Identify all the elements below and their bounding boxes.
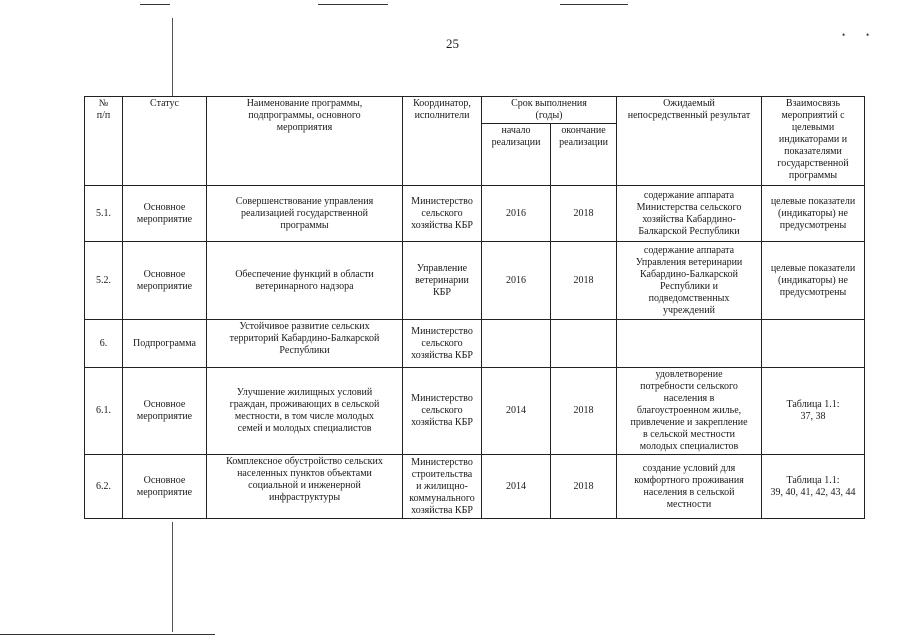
page-number: 25 bbox=[446, 36, 459, 51]
row-start: 2014 bbox=[482, 455, 551, 519]
cell-text-line: п/п bbox=[96, 110, 111, 121]
row-status bbox=[123, 320, 207, 368]
cell-text-line: Улучшение жилищных условий bbox=[236, 387, 373, 398]
row-name bbox=[207, 242, 403, 320]
col-link-header bbox=[762, 97, 865, 186]
cell-text-line: реализации bbox=[559, 137, 608, 148]
cell-text-line: ветеринарного надзора bbox=[255, 280, 354, 292]
cell-text-line: привлечение и закрепление bbox=[630, 417, 748, 428]
cell-text-line: Ожидаемый bbox=[663, 98, 715, 109]
cell-text-line: Подпрограмма bbox=[133, 337, 196, 349]
cell-text-line: Основное bbox=[143, 474, 186, 486]
cell-text-line: Основное bbox=[143, 268, 186, 280]
binding-line-bottom bbox=[172, 522, 173, 632]
row-link bbox=[762, 186, 865, 242]
cell-text-line: программы bbox=[280, 219, 329, 231]
scan-mark-top-1 bbox=[140, 4, 170, 5]
row-coordinator bbox=[403, 368, 482, 455]
row-status bbox=[123, 455, 207, 519]
cell-text-line: мероприятие bbox=[136, 486, 193, 498]
cell-text-line: населения в bbox=[663, 393, 715, 404]
col-num-header bbox=[85, 97, 123, 186]
cell-text-line: сельского bbox=[421, 405, 463, 416]
col-name-header bbox=[207, 97, 403, 186]
cell-text-line: ветеринарии bbox=[415, 274, 469, 286]
cell-text-line: и жилищно- bbox=[416, 480, 468, 492]
row-end: 2018 bbox=[551, 242, 617, 320]
cell-text-line: молодых специалистов bbox=[639, 441, 739, 452]
cell-text-line: содержание аппарата bbox=[643, 244, 735, 256]
row-status bbox=[123, 242, 207, 320]
row-start: 2016 bbox=[482, 242, 551, 320]
cell-text-line: в сельской местности bbox=[643, 429, 735, 440]
cell-text-line: мероприятия bbox=[276, 122, 333, 133]
cell-text-line: сельского bbox=[421, 207, 463, 219]
cell-text-line: Обеспечение функций в области bbox=[235, 268, 374, 280]
row-coordinator bbox=[403, 320, 482, 368]
table-row bbox=[85, 455, 865, 519]
row-coordinator bbox=[403, 455, 482, 519]
cell-text-line: показателями bbox=[784, 146, 842, 157]
table-row bbox=[85, 186, 865, 242]
cell-text-line: Взаимосвязь bbox=[785, 98, 841, 109]
cell-text-line: социальной и инженерной bbox=[248, 480, 361, 491]
row-num: 5.1. bbox=[85, 186, 123, 242]
cell-text-line: (индикаторы) не bbox=[778, 207, 848, 219]
col-end-header bbox=[551, 124, 617, 186]
row-end: 2018 bbox=[551, 455, 617, 519]
row-end bbox=[551, 320, 617, 368]
cell-text-line: коммунального bbox=[409, 492, 475, 504]
row-num: 6. bbox=[85, 320, 123, 368]
cell-text-line: государственной bbox=[777, 158, 849, 169]
cell-text-line: хозяйства КБР bbox=[411, 349, 473, 361]
row-coordinator bbox=[403, 242, 482, 320]
cell-text-line: Управление bbox=[416, 262, 468, 274]
cell-text-line: Министерство bbox=[411, 325, 473, 337]
cell-text-line: исполнители bbox=[414, 110, 470, 121]
row-link bbox=[762, 455, 865, 519]
row-status bbox=[123, 368, 207, 455]
cell-text-line: Таблица 1.1: bbox=[786, 399, 840, 410]
cell-text-line: строительства bbox=[411, 468, 473, 480]
cell-text-line: комфортного проживания bbox=[634, 474, 744, 486]
cell-text-line: создание условий для bbox=[642, 462, 736, 474]
cell-text-line: непосредственный результат bbox=[627, 110, 751, 121]
row-link bbox=[762, 242, 865, 320]
cell-text-line: Таблица 1.1: bbox=[786, 474, 840, 486]
scan-mark-top-3 bbox=[560, 4, 628, 5]
row-result bbox=[617, 242, 762, 320]
cell-text-line: хозяйства КБР bbox=[411, 504, 473, 516]
cell-text-line: реализации bbox=[491, 137, 541, 148]
cell-text-line: Министерство bbox=[411, 393, 473, 404]
cell-text-line: инфраструктуры bbox=[268, 492, 341, 503]
cell-text-line: хозяйства Кабардино- bbox=[642, 213, 736, 225]
scan-mark-bottom bbox=[0, 634, 215, 635]
row-coordinator bbox=[403, 186, 482, 242]
cell-text-line: (индикаторы) не bbox=[778, 274, 848, 286]
table-row bbox=[85, 368, 865, 455]
cell-text-line: потребности сельского bbox=[640, 381, 738, 392]
cell-text-line: № bbox=[98, 98, 109, 109]
cell-text-line: хозяйства КБР bbox=[411, 219, 473, 231]
row-result bbox=[617, 186, 762, 242]
cell-text-line: начало bbox=[501, 125, 531, 136]
row-num: 6.2. bbox=[85, 455, 123, 519]
row-start bbox=[482, 320, 551, 368]
cell-text-line: Кабардино-Балкарской bbox=[639, 268, 739, 280]
header-row bbox=[85, 97, 865, 124]
row-result bbox=[617, 455, 762, 519]
cell-text-line: Координатор, bbox=[413, 98, 471, 109]
cell-text-line: Основное bbox=[143, 399, 186, 410]
row-name bbox=[207, 368, 403, 455]
col-start-header bbox=[482, 124, 551, 186]
cell-text-line: Управления ветеринарии bbox=[635, 256, 743, 268]
row-start: 2016 bbox=[482, 186, 551, 242]
cell-text-line: населенных пунктов объектами bbox=[237, 468, 372, 479]
cell-text-line: благоустроенном жилье, bbox=[636, 405, 742, 416]
cell-text-line: Республики и bbox=[659, 280, 719, 292]
table-row bbox=[85, 242, 865, 320]
cell-text-line: Республики bbox=[279, 345, 330, 356]
cell-text-line: целевые показатели bbox=[770, 195, 856, 207]
cell-text-line: подпрограммы, основного bbox=[248, 110, 361, 121]
cell-text-line: хозяйства КБР bbox=[411, 417, 473, 428]
cell-text-line: Устойчивое развитие сельских bbox=[239, 321, 370, 332]
cell-text-line: территорий Кабардино-Балкарской bbox=[229, 333, 380, 344]
cell-text-line: Основное bbox=[143, 201, 186, 213]
row-result bbox=[617, 320, 762, 368]
col-coordinator-header bbox=[403, 97, 482, 186]
cell-text-line: Комплексное обустройство сельских bbox=[226, 456, 383, 467]
cell-text-line: Министерство bbox=[411, 195, 473, 207]
binding-line bbox=[172, 18, 173, 96]
cell-text-line: Совершенствование управления bbox=[235, 195, 374, 207]
cell-text-line: Срок выполнения bbox=[511, 98, 587, 109]
cell-text-line: местности, в том числе молодых bbox=[234, 411, 375, 422]
scan-dot-1: • bbox=[842, 30, 846, 40]
cell-text-line: подведомственных bbox=[648, 292, 730, 304]
scan-dot-2: • bbox=[866, 30, 870, 40]
cell-text-line: 37, 38 bbox=[800, 411, 826, 422]
cell-text-line: реализацией государственной bbox=[240, 207, 369, 219]
cell-text-line: граждан, проживающих в сельской bbox=[229, 399, 380, 410]
program-table bbox=[84, 96, 865, 519]
cell-text-line: местности bbox=[666, 498, 712, 510]
col-term-header bbox=[482, 97, 617, 124]
row-name bbox=[207, 455, 403, 519]
cell-text-line: Статус bbox=[150, 98, 179, 109]
cell-text-line: удовлетворение bbox=[655, 369, 723, 380]
cell-text-line: мероприятие bbox=[136, 280, 193, 292]
cell-text-line: окончание bbox=[561, 125, 606, 136]
cell-text-line: Министерства сельского bbox=[636, 201, 742, 213]
row-name bbox=[207, 186, 403, 242]
cell-text-line: предусмотрены bbox=[779, 219, 847, 231]
cell-text-line: программы bbox=[788, 170, 838, 181]
cell-text-line: 39, 40, 41, 42, 43, 44 bbox=[770, 486, 856, 498]
row-name bbox=[207, 320, 403, 368]
cell-text-line: мероприятие bbox=[136, 213, 193, 225]
row-start: 2014 bbox=[482, 368, 551, 455]
row-link bbox=[762, 368, 865, 455]
cell-text-line: семей и молодых специалистов bbox=[237, 423, 372, 434]
cell-text-line: сельского bbox=[421, 337, 463, 349]
row-result bbox=[617, 368, 762, 455]
row-num: 5.2. bbox=[85, 242, 123, 320]
col-result-header bbox=[617, 97, 762, 186]
cell-text-line: мероприятий с bbox=[781, 110, 845, 121]
cell-text-line: индикаторами и bbox=[778, 134, 848, 145]
row-end: 2018 bbox=[551, 186, 617, 242]
cell-text-line: населения в сельской bbox=[643, 486, 735, 498]
row-end: 2018 bbox=[551, 368, 617, 455]
row-status bbox=[123, 186, 207, 242]
cell-text-line: содержание аппарата bbox=[643, 189, 735, 201]
col-status-header bbox=[123, 97, 207, 186]
cell-text-line: мероприятие bbox=[136, 411, 193, 422]
row-num: 6.1. bbox=[85, 368, 123, 455]
table-row bbox=[85, 320, 865, 368]
scan-mark-top-2 bbox=[318, 4, 388, 5]
cell-text-line: Наименование программы, bbox=[246, 98, 363, 109]
cell-text-line: учреждений bbox=[663, 304, 715, 316]
row-link bbox=[762, 320, 865, 368]
cell-text-line: КБР bbox=[433, 286, 451, 298]
cell-text-line: предусмотрены bbox=[779, 286, 847, 298]
cell-text-line: целевые показатели bbox=[770, 262, 856, 274]
cell-text-line: Балкарской Республики bbox=[638, 225, 740, 237]
cell-text-line: (годы) bbox=[535, 110, 563, 121]
cell-text-line: Министерство bbox=[411, 456, 473, 468]
cell-text-line: целевыми bbox=[791, 122, 835, 133]
